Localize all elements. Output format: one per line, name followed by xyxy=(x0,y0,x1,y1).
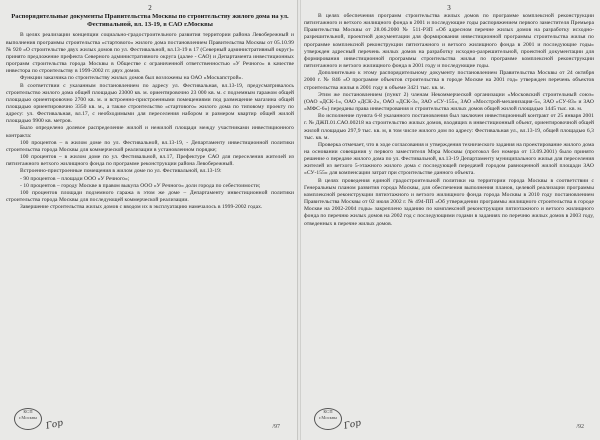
left-paragraph: Функции заказчика по строительству жилых домов был возложены на ОАО «Москапстрой». xyxy=(20,75,243,82)
document-title: Распорядительные документы Правительства Москвы по строительству жилого дома на ул. Фестивальной, вл. 13-19, в САО г.Москвы xyxy=(11,13,289,29)
left-paragraph: В целях реализации концепции социально-градостроительного развития территории района Левобережный и выполнения программы строительства «стартового» жилого дома постановлением Правительства Москвы от 05.10.99 № 920 «О строительстве двух жилых домов по ул. Фестивальной, вл.13-19 в 17 (Северный административный округ)» принято предложение префекта Северного административного округа (далее - САО) и Департамента инвестиционных программ строительства города Москвы в Обществе с ограниченной ответственностью «У Речного» в качестве инвестора по строительству в 1999-2002 гг. двух домов. xyxy=(6,32,294,75)
right-paragraph: Дополнительно к этому распорядительному документу постановлением Правительства Москвы от 24 октября 2000 г. № 846 «О программе объектов строительства в городе Москве на 2001 год» утвержден перечень объектов строительства жилья в 2001 году в объеме 3421 тыс. кв. м. xyxy=(304,70,594,91)
right-paragraph: В целях проведения единой градостроительной политики на территории города Москвы в соответствии с Генеральным планом развития города Москвы, для обеспечения выполнения планов, целевой реализации программы комплексной реконструкции пятиэтажного и ветхого жилищного фонда города Москвы в 2010 году постановлением Правительства Москвы от 02 июля 2002 г. № 494-ПП «Об утверждении программы жилищного строительства в городе Москве на 2002-2004 годы» закреплено заданию по комплексной реконструкции пятиэтажного и ветхого жилищного фонда по перечню жилых домов на 2002 год с последующими годами в заданиях по перечню жилых домов в 2003 году, отведенных в перечне жилых домов. xyxy=(304,177,594,227)
left-paragraph: 100 процентов – в жилом доме по ул. Фестивальной, вл.17, Префектуре САО для переселения жителей из пятиэтажного ветхого жилищного фонда по программе реконструкции района Левобережный. xyxy=(6,154,294,168)
stamp-line: г.Москвы xyxy=(318,415,338,420)
stamp-line: КСП xyxy=(23,409,33,414)
stamp-line: КСП xyxy=(323,409,333,414)
right-paragraph: Проверка отмечает, что в ходе согласования и утверждения технического задания на проектирование жилого дома на основании совещания у первого заместителя Мэра Москвы (протокол без номера от 13.09.2001) было принято решение о передаче жилого дома по ул. Фестивальной, вл.13-19 Департаменту муниципального жилья для переселения жителей из ветхого 5-этажного жилого дома с последующей передачей городом равноценной жилой площади ЗАО «СУ-155» для компенсации затрат при строительстве данного объекта. xyxy=(304,141,594,177)
left-stamp xyxy=(14,408,42,430)
right-signature: Гор xyxy=(343,418,362,432)
left-paragraph: - 10 процентов – городу Москве в правом выкупа ООО «У Речного» доли города по себестоимости; xyxy=(20,182,261,189)
left-paragraph: - 90 процентов – площади ООО «У Речного»; xyxy=(20,175,130,182)
left-paragraph: 100 процентов – в жилом доме по ул. Фестивальной, вл.13-19, - Департаменту инвестиционной политики строительства города Москвы для коммерческой реализации в установленном порядке; xyxy=(6,139,294,153)
right-page-mark: /92 xyxy=(576,424,584,430)
left-paragraph: В соответствии с указанным постановлением по адресу ул. Фестивальная, вл.13-19, предусматривалось строительство жилого дома общей площадью 23000 кв. м. ориентировочно 23 000 кв. м. с подземным гаражом общей площадью ориентировочно 2700 кв. м. и встроенно-пристроенными помещениями под размещение магазина общей площадью ориентировочно 3350 кв. м., а также строительство «стартового» жилого дома по типовому проекту по адресу: ул. Фестивальная, вл.17, с необходимыми для переселения набором и размером квартир общей жилой площадью 9900 кв. метров. xyxy=(6,82,294,125)
right-page-number: 3 xyxy=(447,4,451,12)
right-page xyxy=(304,4,594,436)
left-paragraph: 100 процентов площади подземного гаража в этом же доме – Департаменту инвестиционной политики строительства города Москвы для последующей коммерческой реализации. xyxy=(6,189,294,203)
right-stamp xyxy=(314,408,342,430)
left-paragraph: Встроенно-пристроенные помещения в жилом доме по ул. Фестивальной, вл.13-19: xyxy=(20,168,222,175)
left-page-mark: /97 xyxy=(272,424,280,430)
book-spine xyxy=(297,0,301,440)
right-paragraph: В целях обеспечения программ строительства жилых домов по программе комплексной реконструкции пятиэтажного и ветхого жилищного фонда в 2001 и последующие годы распоряжением первого заместителя Премьера Правительства Москвы от 28.06.2000 № 511-РЗП «Об адресном перечне жилых домов на разработку исходно-разрешительной, проектной документации для формирования инвестиционной программы строительства жилья по программе комплексной реконструкции пятиэтажного и ветхого жилищного фонда в 2001 и последующие годы» утвержден адресный перечень жилых домов на разработку исходно-разрешительной, проектной документации для формирования инвестиционной программы строительства жилья по программе комплексной реконструкции пятиэтажного и ветхого жилищного фонда в 2001 году и последующие годы. xyxy=(304,13,594,70)
left-signature: Гор xyxy=(45,418,64,432)
right-paragraph: Этим же постановлением (пункт 2) членам Некоммерческой организации «Московский строительный союз» (ОАО «ДСК-1», ОАО «ДСК-2», ОАО «ДСК-3», ЗАО «СУ-155», ЗАО «Мосстрой-механизация-5», ЗАО «СУ-83» и ЗАО «МФС-6») переданы права инвестирования и строительства жилых домов общей жилой площадью 1445 тыс. кв. м. xyxy=(304,91,594,113)
left-page xyxy=(6,4,294,436)
left-page-number: 2 xyxy=(148,4,152,12)
left-paragraph: Завершение строительства жилых домов с вводом их в эксплуатацию намечалось в 1999-2002 годах. xyxy=(20,204,263,211)
right-paragraph: Во исполнение пункта 6-8 указанного постановления был заключен инвестиционный контракт от 25 января 2001 г. № ДЖП.01.САО.00218 на строительство жилых домов, входящих в инвестиционный объект, ориентировочной общей жилой площадью 297,9 тыс. кв. м, в том числе жилого дом по адресу: Фестивальная ул., вл.13-19, общей площадью 6,3 тыс. кв. м. xyxy=(304,113,594,141)
stamp-line: г.Москвы xyxy=(18,415,38,420)
left-paragraph: Было определено долевое распределение жилой и нежилой площади между участниками инвестиционного контракта: xyxy=(6,125,294,139)
